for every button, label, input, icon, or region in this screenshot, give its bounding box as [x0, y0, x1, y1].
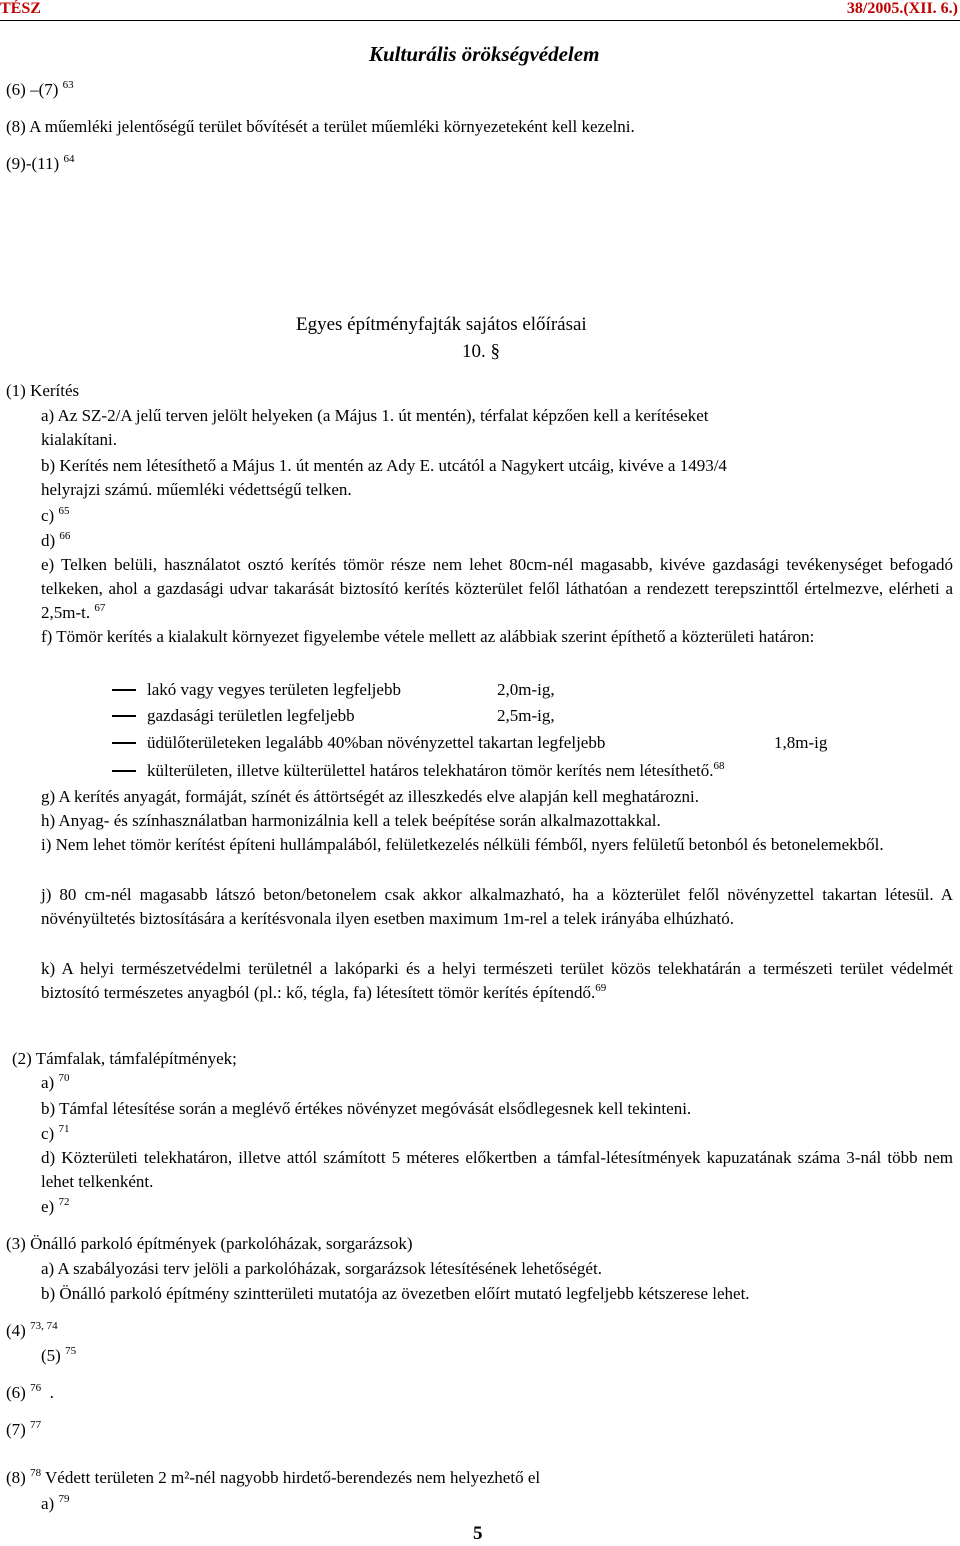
paragraph-9-11: (9)-(11) $^{64}$ — [6, 153, 75, 173]
list-dash — [112, 689, 136, 691]
list-item-value: 1,8m-ig — [774, 733, 828, 752]
header-right: 38/2005.(XII. 6.) — [846, 0, 958, 17]
tamfal-a: a) $^{70}$ — [41, 1072, 70, 1092]
page-number: 5 — [473, 1523, 483, 1544]
section-sign-icon: § — [490, 341, 500, 362]
kerites-d: d) $^{66}$ — [41, 530, 71, 550]
parkolo-title: (3) Önálló parkoló építmények (parkolóházak, sorgarázsok) — [6, 1234, 413, 1253]
kerites-b-line2: helyrajzi számú. műemléki védettségű telken. — [41, 480, 352, 499]
paragraph-8-a: a) $^{79}$ — [41, 1493, 70, 1513]
kerites-a-line1: a) Az SZ-2/A jelű terven jelölt helyeken (a Május 1. út mentén), térfalat képzően kell a kerítéseket — [41, 406, 709, 425]
kerites-e: e) Telken belüli, használatot osztó kerítés tömör része nem lehet 80cm-nél magasabb, kivéve gazdasági tevékenységet befogadó telkeken, ahol a gazdasági udvar takarását biztosító kerítés közterület felől láthatóan a rendezett terepszinttől értelmezve, elérheti a 2,5m-t. $^{67}$ — [41, 555, 953, 622]
paragraph-6: (6) $^{76}$ . — [6, 1382, 54, 1402]
kerites-title: (1) Kerítés — [6, 381, 80, 400]
tamfal-title: (2) Támfalak, támfalépítmények; — [12, 1049, 237, 1068]
kerites-h: h) Anyag- és színhasználatban harmonizálnia kell a telek beépítése során alkalmazottakkal. — [41, 811, 661, 830]
kerites-i: i) Nem lehet tömör kerítést építeni hullámpalából, felületkezelés nélküli fémből, nyers felületű betonból és betonelemekből. — [41, 835, 884, 854]
list-item-label: üdülőterületeken legalább 40%ban növényzettel takartan legfeljebb — [147, 733, 606, 752]
paragraph-7: (7) $^{77}$ — [6, 1419, 42, 1439]
paragraph-8: (8) A műemléki jelentőségű terület bővítését a terület műemléki környezeteként kell kezelni. — [6, 117, 635, 136]
kerites-a-line2: kialakítani. — [41, 430, 118, 449]
list-dash — [112, 770, 136, 772]
parkolo-a: a) A szabályozási terv jelöli a parkolóházak, sorgarázsok létesítésének lehetőségét. — [41, 1259, 602, 1278]
list-item-value: 2,0m-ig, — [497, 680, 555, 699]
paragraph-8-billboard: (8) $^{78}$ Védett területen 2 m²-nél nagyobb hirdető-berendezés nem helyezhető el — [6, 1467, 541, 1487]
tamfal-e: e) $^{72}$ — [41, 1196, 70, 1216]
paragraph-6-7: (6) –(7) $^{63}$ — [6, 79, 74, 99]
kerites-c: c) $^{65}$ — [41, 505, 70, 525]
kerites-g: g) A kerítés anyagát, formáját, színét és áttörtségét az illeszkedés elve alapján kell meghatározni. — [41, 787, 700, 806]
list-dash — [112, 742, 136, 744]
paragraph-4: (4) $^{73, 74}$ — [6, 1320, 58, 1340]
parkolo-b: b) Önálló parkoló építmény szintterületi mutatója az övezetben előírt mutató legfeljebb kétszerese lehet. — [41, 1284, 750, 1303]
list-item-label: gazdasági területlen legfeljebb — [147, 706, 355, 725]
paragraph-5: (5) $^{75}$ — [41, 1345, 77, 1365]
section-title: Kulturális örökségvédelem — [369, 42, 600, 66]
tamfal-b: b) Támfal létesítése során a meglévő értékes növényzet megóvását elsődlegesnek kell tekinteni. — [41, 1099, 692, 1118]
list-item-label: lakó vagy vegyes területen legfeljebb — [147, 680, 401, 699]
kerites-f: f) Tömör kerítés a kialakult környezet figyelembe vétele mellett az alábbiak szerint építhető a közterületi határon: — [41, 627, 815, 646]
list-item-label: külterületen, illetve külterülettel határos telekhatáron tömör kerítés nem létesíthető.$^{68}$ — [147, 760, 725, 780]
header-left: TÉSZ — [0, 0, 41, 17]
header-rule — [0, 20, 960, 21]
kerites-k: k) A helyi természetvédelmi területnél a lakóparki és a helyi természeti terület közös telekhatárán a természeti terület védelmét biztosító természetes anyagból (pl.: kő, tégla, fa) létesített tömör kerítés építendő.$^{69}$ — [41, 959, 953, 1002]
kerites-b-line1: b) Kerítés nem létesíthető a Május 1. út mentén az Ady E. utcától a Nagykert utcáig, kivéve a 1493/4 — [41, 456, 727, 475]
tamfal-c: c) $^{71}$ — [41, 1123, 70, 1143]
section-heading: Egyes építményfajták sajátos előírásai — [296, 314, 587, 335]
list-item-value: 2,5m-ig, — [497, 706, 555, 725]
list-dash — [112, 715, 136, 717]
paragraph-number: 10. § — [462, 341, 500, 362]
kerites-j: j) 80 cm-nél magasabb látszó beton/betonelem csak akkor alkalmazható, ha a közterület felől növényzettel takartan létesül. A növényültetés biztosítására a kerítésvonala ilyen esetben maximum 1m-rel a telek irányába elhúzható. — [41, 885, 953, 928]
tamfal-d: d) Közterületi telekhatáron, illetve attól számított 5 méteres előkertben a támfal-létesítmények kapuzatának száma 3-nál több nem lehet telkenként. — [41, 1148, 953, 1191]
